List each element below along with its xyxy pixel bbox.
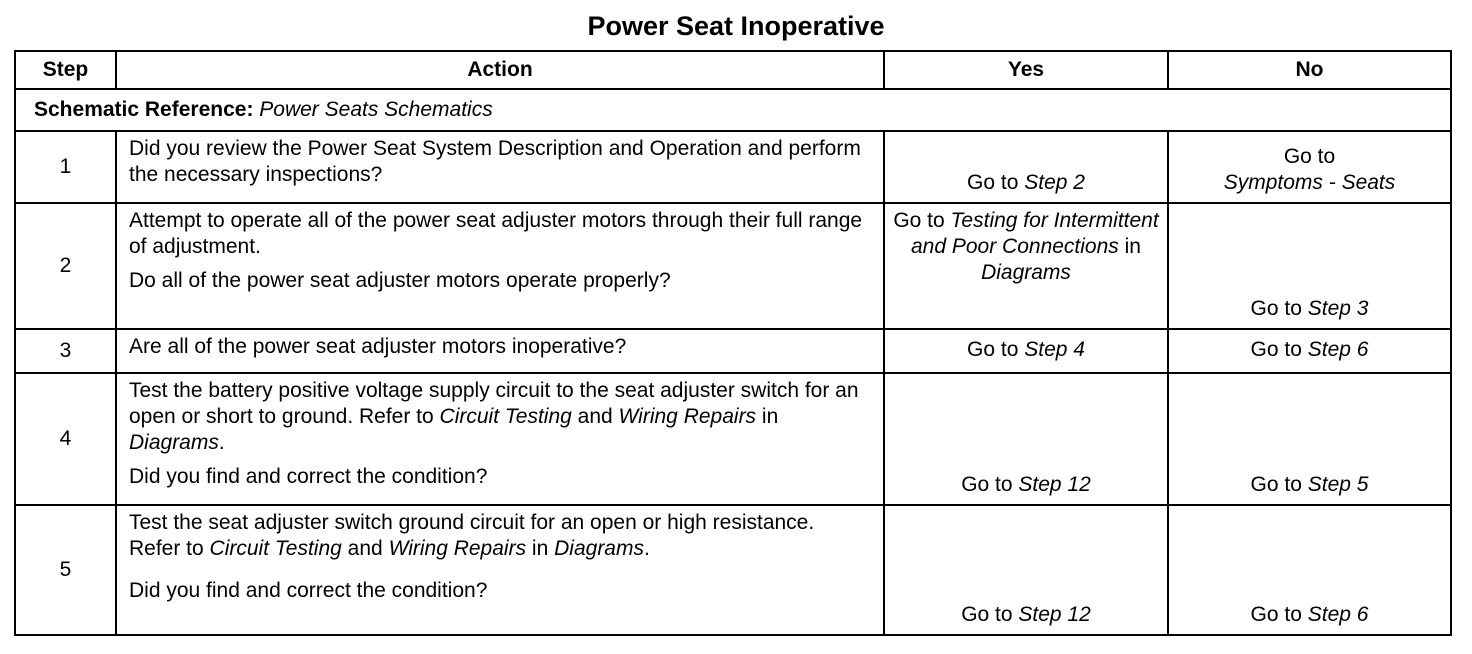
schematic-row xyxy=(15,89,1451,131)
yes-prefix: Go to xyxy=(967,171,1019,194)
step-number: 4 xyxy=(15,373,116,505)
action-text: Did you review the Power Seat System Description and Operation and perform the necessary inspections? xyxy=(129,137,861,186)
action-text: Are all of the power seat adjuster motors inoperative? xyxy=(129,335,627,358)
no-link[interactable]: Symptoms - Seats xyxy=(1223,171,1396,194)
no-prefix: Go to xyxy=(1283,145,1336,168)
diagrams-link[interactable]: Diagrams xyxy=(554,537,644,560)
schematic-label: Schematic Reference: xyxy=(34,98,254,121)
schematic-link[interactable]: Power Seats Schematics xyxy=(259,98,493,121)
action-in: in xyxy=(761,405,779,428)
yes-prefix: Go to xyxy=(961,473,1013,496)
yes-link[interactable]: Testing for Intermittent and Poor Connections xyxy=(910,209,1159,258)
action-question: Do all of the power seat adjuster motors operate properly? xyxy=(129,269,671,292)
yes-prefix: Go to xyxy=(967,338,1019,361)
header-yes: Yes xyxy=(884,51,1168,89)
action-cell xyxy=(116,131,884,203)
no-prefix: Go to xyxy=(1250,297,1302,320)
action-question: Did you find and correct the condition? xyxy=(129,465,488,488)
yes-cell xyxy=(884,505,1168,635)
header-step: Step xyxy=(15,51,116,89)
action-text: Attempt to operate all of the power seat adjuster motors through their full range of adjustment. xyxy=(129,209,863,258)
step-number: 5 xyxy=(15,505,116,635)
table-row xyxy=(15,505,1451,635)
yes-prefix: Go to xyxy=(961,603,1013,626)
page-title: Power Seat Inoperative xyxy=(587,11,885,41)
table-row xyxy=(15,203,1451,329)
no-prefix: Go to xyxy=(1250,473,1302,496)
action-cell xyxy=(116,329,884,373)
no-link[interactable]: Step 6 xyxy=(1307,338,1369,361)
schematic-reference xyxy=(15,89,1451,131)
header-action: Action xyxy=(116,51,884,89)
yes-link[interactable]: Step 12 xyxy=(1018,603,1091,626)
no-cell xyxy=(1168,329,1451,373)
action-question: Did you find and correct the condition? xyxy=(129,579,488,602)
yes-link-diagrams[interactable]: Diagrams xyxy=(981,261,1071,284)
action-text: Test the seat adjuster switch ground circuit for an open or high resistance. Refer to Circuit Testing and Wiring Repairs in Diagrams. xyxy=(129,511,815,560)
no-link[interactable]: Step 6 xyxy=(1307,603,1369,626)
no-cell xyxy=(1168,203,1451,329)
header-row xyxy=(15,51,1451,89)
table-row xyxy=(15,131,1451,203)
action-text-part: Test the battery positive voltage supply circuit to the seat adjuster switch for an open or short to ground. Refer to xyxy=(129,379,859,428)
action-and: and xyxy=(347,537,383,560)
yes-link[interactable]: Step 12 xyxy=(1018,473,1091,496)
step-number: 2 xyxy=(15,203,116,329)
yes-link[interactable]: Step 4 xyxy=(1024,338,1085,361)
circuit-testing-link[interactable]: Circuit Testing xyxy=(439,405,572,428)
table-row xyxy=(15,373,1451,505)
yes-cell xyxy=(884,203,1168,329)
yes-in: in xyxy=(1124,235,1141,258)
action-in: in xyxy=(531,537,549,560)
diagnostic-table xyxy=(14,50,1452,636)
action-text-part: Test the seat adjuster switch ground circuit for an open or high resistance. Refer to xyxy=(129,511,815,560)
no-cell xyxy=(1168,131,1451,203)
action-cell xyxy=(116,373,884,505)
yes-cell xyxy=(884,373,1168,505)
action-and: and xyxy=(577,405,613,428)
step-number: 1 xyxy=(15,131,116,203)
step-number: 3 xyxy=(15,329,116,373)
no-link[interactable]: Step 5 xyxy=(1307,473,1369,496)
action-cell xyxy=(116,505,884,635)
wiring-repairs-link[interactable]: Wiring Repairs xyxy=(388,537,527,560)
diagrams-link[interactable]: Diagrams xyxy=(129,431,219,454)
circuit-testing-link[interactable]: Circuit Testing xyxy=(209,537,342,560)
no-cell xyxy=(1168,373,1451,505)
yes-cell xyxy=(884,131,1168,203)
action-text: Test the battery positive voltage supply circuit to the seat adjuster switch for an open or short to ground. Refer to Circuit Testing and Wiring Repairs in Diagrams. xyxy=(129,379,859,454)
wiring-repairs-link[interactable]: Wiring Repairs xyxy=(618,405,757,428)
table-row xyxy=(15,329,1451,373)
no-prefix: Go to xyxy=(1250,338,1302,361)
no-prefix: Go to xyxy=(1250,603,1302,626)
no-cell xyxy=(1168,505,1451,635)
header-no: No xyxy=(1168,51,1451,89)
action-cell xyxy=(116,203,884,329)
yes-link[interactable]: Step 2 xyxy=(1024,171,1085,194)
yes-cell xyxy=(884,329,1168,373)
no-link[interactable]: Step 3 xyxy=(1307,297,1369,320)
yes-prefix: Go to xyxy=(893,209,945,232)
